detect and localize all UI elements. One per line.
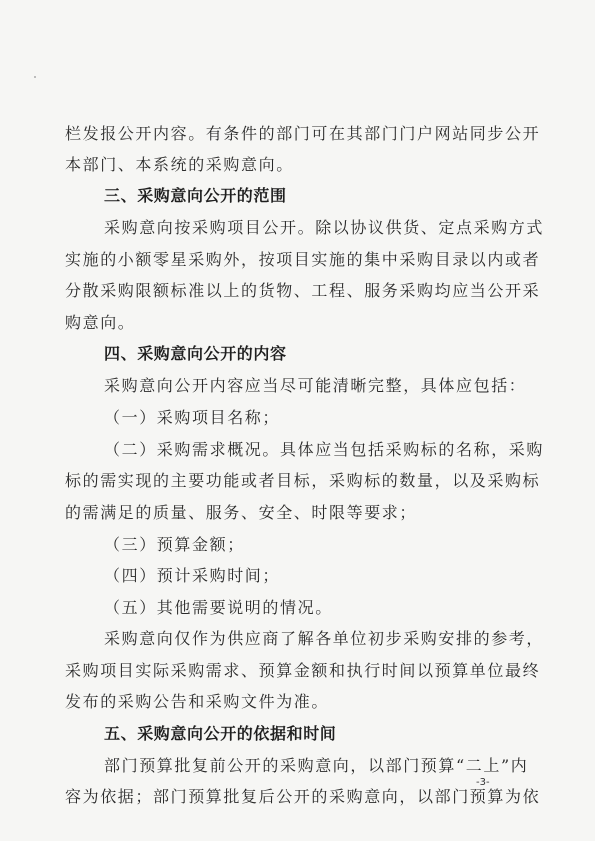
scan-speck [34, 76, 36, 78]
section-heading: 三、采购意向公开的范围 [104, 186, 287, 205]
section-heading: 四、采购意向公开的内容 [104, 344, 287, 363]
body-line: 采购项目实际采购需求、预算金额和执行时间以预算单位最终 [65, 661, 541, 680]
section-heading: 五、采购意向公开的依据和时间 [104, 724, 337, 743]
list-item: （一）采购项目名称； [104, 408, 281, 427]
body-line: 采购意向公开内容应当尽可能清晰完整，具体应包括： [104, 376, 527, 395]
body-line: 部门预算批复前公开的采购意向，以部门预算“二上”内 [104, 756, 529, 775]
body-line: 容为依据；部门预算批复后公开的采购意向，以部门预算为依 [65, 787, 541, 806]
body-line: 本部门、本系统的采购意向。 [65, 155, 294, 174]
list-item: （四）预计采购时间； [104, 566, 281, 585]
body-line: 分散采购限额标准以上的货物、工程、服务采购均应当公开采 [65, 281, 541, 300]
body-line: 实施的小额零星采购外，按项目实施的集中采购目录以内或者 [65, 250, 541, 269]
body-line: 发布的采购公告和采购文件为准。 [65, 692, 330, 711]
body-line: 采购意向仅作为供应商了解各单位初步采购安排的参考， [104, 629, 545, 648]
body-line: 标的需实现的主要功能或者目标，采购标的数量，以及采购标 [65, 471, 541, 490]
list-item: （三）预算金额； [104, 535, 245, 554]
body-line: 的需满足的质量、服务、安全、时限等要求； [65, 503, 418, 522]
list-item: （二）采购需求概况。具体应当包括采购标的名称，采购 [104, 440, 545, 459]
body-line: 购意向。 [65, 313, 136, 332]
page-number: -3- [476, 777, 490, 788]
list-item: （五）其他需要说明的情况。 [104, 598, 333, 617]
body-line: 栏发报公开内容。有条件的部门可在其部门门户网站同步公开 [65, 124, 541, 143]
body-line: 采购意向按采购项目公开。除以协议供货、定点采购方式 [104, 218, 545, 237]
